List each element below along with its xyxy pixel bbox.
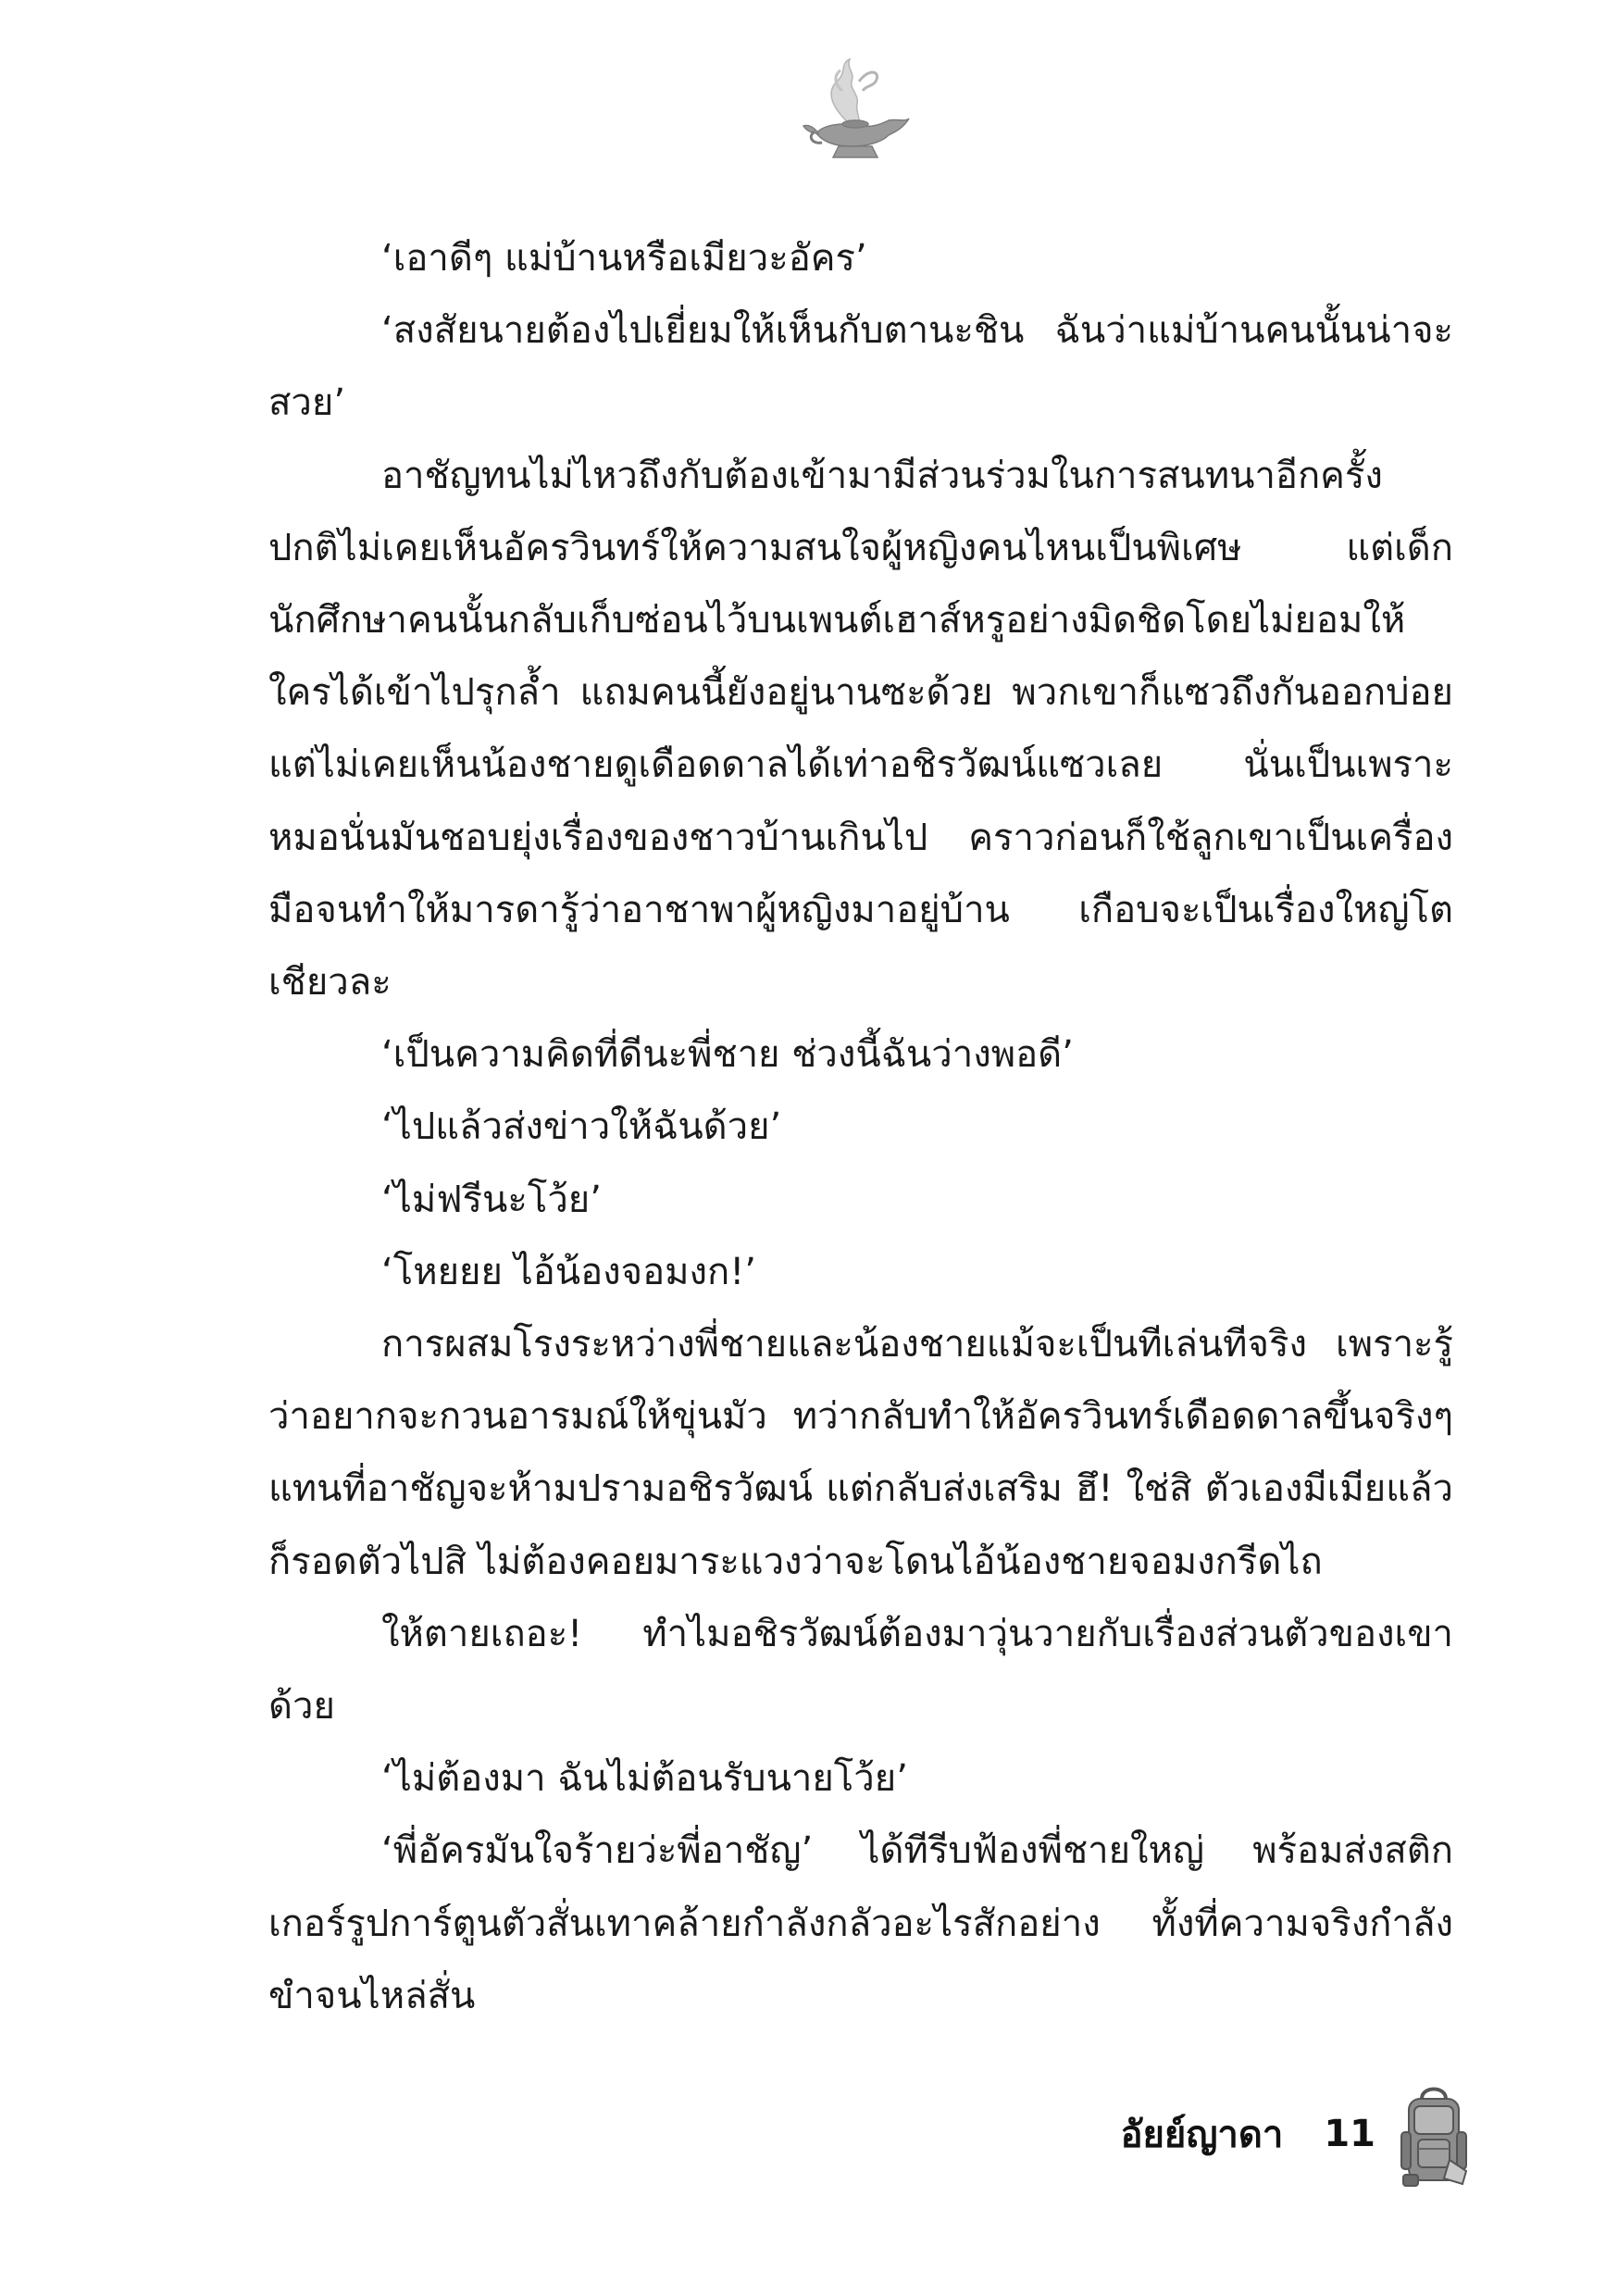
paragraph: ให้ตายเถอะ! ทำไมอชิรวัฒน์ต้องมาวุ่นวายกับเรื่องส่วนตัวของเขาด้วย (268, 1612, 1453, 1728)
paragraph: อาชัญทนไม่ไหวถึงกับต้องเข้ามามีส่วนร่วมในการสนทนาอีกครั้ง ปกติไม่เคยเห็นอัครวินทร์ให้ความสนใจผู้หญิงคนไหนเป็นพิเศษ แต่เด็กนักศึกษาคนนั้นกลับเก็บซ่อนไว้บนเพนต์เฮาส์หรูอย่างมิดชิดโดยไม่ยอมให้ใครได้เข้าไปรุกล้ำ แถมคนนี้ยังอยู่นานซะด้วย พวกเขาก็แซวถึงกันออกบ่อย แต่ไม่เคยเห็นน้องชายดูเดือดดาลได้เท่าอชิรวัฒน์แซวเลย นั่นเป็นเพราะหมอนั่นมันชอบยุ่งเรื่องของชาวบ้านเกินไป คราวก่อนก็ใช้ลูกเขาเป็นเครื่องมือจนทำให้มารดารู้ว่าอาชาพาผู้หญิงมาอยู่บ้าน เกือบจะเป็นเรื่องใหญ่โตเชียวละ (268, 454, 1453, 1004)
paragraph: ‘สงสัยนายต้องไปเยี่ยมให้เห็นกับตานะชิน ฉันว่าแม่บ้านคนนั้นน่าจะสวย’ (268, 309, 1453, 425)
paragraph: ‘ไปแล้วส่งข่าวให้ฉันด้วย’ (381, 1105, 782, 1149)
paragraph: ‘พี่อัครมันใจร้ายว่ะพี่อาชัญ’ ได้ทีรีบฟ้องพี่ชายใหญ่ พร้อมส่งสติกเกอร์รูปการ์ตูนตัวสั่นเทาคล้ายกำลังกลัวอะไรสักอย่าง ทั้งที่ความจริงกำลังขำจนไหล่สั่น (268, 1829, 1453, 2017)
paragraph: ‘ไม่ต้องมา ฉันไม่ต้อนรับนายโว้ย’ (381, 1757, 908, 1801)
body-text (268, 222, 1453, 2032)
backpack-icon (1398, 2078, 1470, 2190)
magic-lamp-icon (796, 54, 916, 165)
page-number: 11 (1324, 2113, 1375, 2155)
paragraph: ‘เป็นความคิดที่ดีนะพี่ชาย ช่วงนี้ฉันว่างพอดี’ (381, 1033, 1074, 1077)
author-name: อัยย์ญาดา (1120, 2114, 1284, 2156)
page-footer (1120, 2074, 1470, 2194)
paragraph: การผสมโรงระหว่างพี่ชายและน้องชายแม้จะเป็นทีเล่นทีจริง เพราะรู้ว่าอยากจะกวนอารมณ์ให้ขุ่นมัว ทว่ากลับทำให้อัครวินทร์เดือดดาลขึ้นจริงๆ แทนที่อาชัญจะห้ามปรามอชิรวัฒน์ แต่กลับส่งเสริม ฮึ! ใช่สิ ตัวเองมีเมียแล้วก็รอดตัวไปสิ ไม่ต้องคอยมาระแวงว่าจะโดนไอ้น้องชายจอมงกรีดไถ (268, 1323, 1453, 1583)
paragraph: ‘เอาดีๆ แม่บ้านหรือเมียวะอัคร’ (381, 237, 867, 280)
paragraph: ‘ไม่ฟรีนะโว้ย’ (381, 1178, 602, 1221)
paragraph: ‘โหยยย ไอ้น้องจอมงก!’ (381, 1250, 756, 1293)
